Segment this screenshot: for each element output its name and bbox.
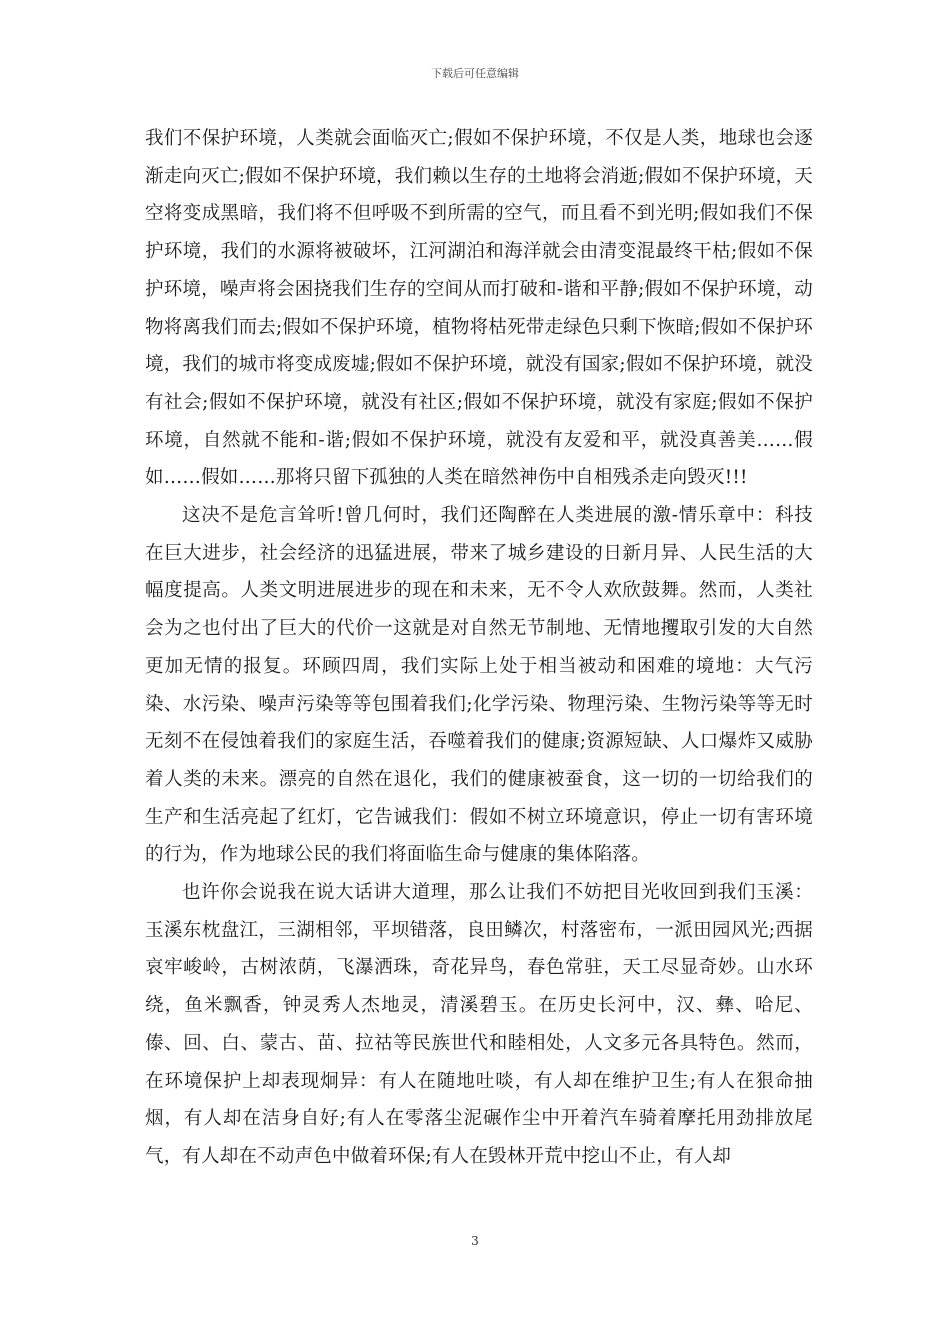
document-body	[145, 120, 813, 1176]
paragraph-warning: 这决不是危言耸听!曾几何时，我们还陶醉在人类进展的激-情乐章中：科技在巨大进步，社会经济的迅猛进展，带来了城乡建设的日新月异、人民生活的大幅度提高。人类文明进展进步的现在和未来，无不令人欢欣鼓舞。然而，人类社会为之也付出了巨大的代价一这就是对自然无节制地、无情地攫取引发的大自然更加无情的报复。环顾四周，我们实际上处于相当被动和困难的境地：大气污染、水污染、噪声污染等等包围着我们;化学污染、物理污染、生物污染等等无时无刻不在侵蚀着我们的家庭生活，吞噬着我们的健康;资源短缺、人口爆炸又威胁着人类的未来。漂亮的自然在退化，我们的健康被蚕食，这一切的一切给我们的生产和生活亮起了红灯，它告诫我们：假如不树立环境意识，停止一切有害环境的行为，作为地球公民的我们将面临生命与健康的集体陷落。	[145, 505, 813, 866]
paragraph-continued: 我们不保护环境，人类就会面临灭亡;假如不保护环境，不仅是人类，地球也会逐渐走向灭亡;假如不保护环境，我们赖以生存的土地将会消逝;假如不保护环境，天空将变成黑暗，我们将不但呼吸不到所需的空气，而且看不到光明;假如我们不保护环境，我们的水源将被破坏，江河湖泊和海洋就会由清变混最终干枯;假如不保护环境，噪声将会困挠我们生存的空间从而打破和-谐和平静;假如不保护环境，动物将离我们而去;假如不保护环境，植物将枯死带走绿色只剩下恢暗;假如不保护环境，我们的城市将变成废墟;假如不保护环境，就没有国家;假如不保护环境，就没有社会;假如不保护环境，就没有社区;假如不保护环境，就没有家庭;假如不保护环境，自然就不能和-谐;假如不保护环境，就没有友爱和平，就没真善美……假如……假如……那将只留下孤独的人类在暗然神伤中自相残杀走向毁灭!!!	[145, 128, 813, 489]
page-header: 下载后可任意编辑	[431, 67, 519, 80]
page-number: 3	[471, 1234, 479, 1248]
paragraph-yuxi: 也许你会说我在说大话讲大道理，那么让我们不妨把目光收回到我们玉溪：玉溪东枕盘江，三湖相邻，平坝错落，良田鳞次，村落密布，一派田园风光;西据哀牢峻岭，古树浓荫，飞瀑洒珠，奇花异鸟，春色常驻，天工尽显奇妙。山水环绕，鱼米飘香，钟灵秀人杰地灵，清溪碧玉。在历史长河中，汉、彝、哈尼、傣、回、白、蒙古、苗、拉祜等民族世代和睦相处，人文多元各具特色。然而，在环境保护上却表现炯异：有人在随地吐啖，有人却在维护卫生;有人在狠命抽烟，有人却在洁身自好;有人在零落尘泥碾作尘中开着汽车骑着摩托用劲排放尾气，有人却在不动声色中做着环保;有人在毁林开荒中挖山不止，有人却	[145, 882, 813, 1167]
